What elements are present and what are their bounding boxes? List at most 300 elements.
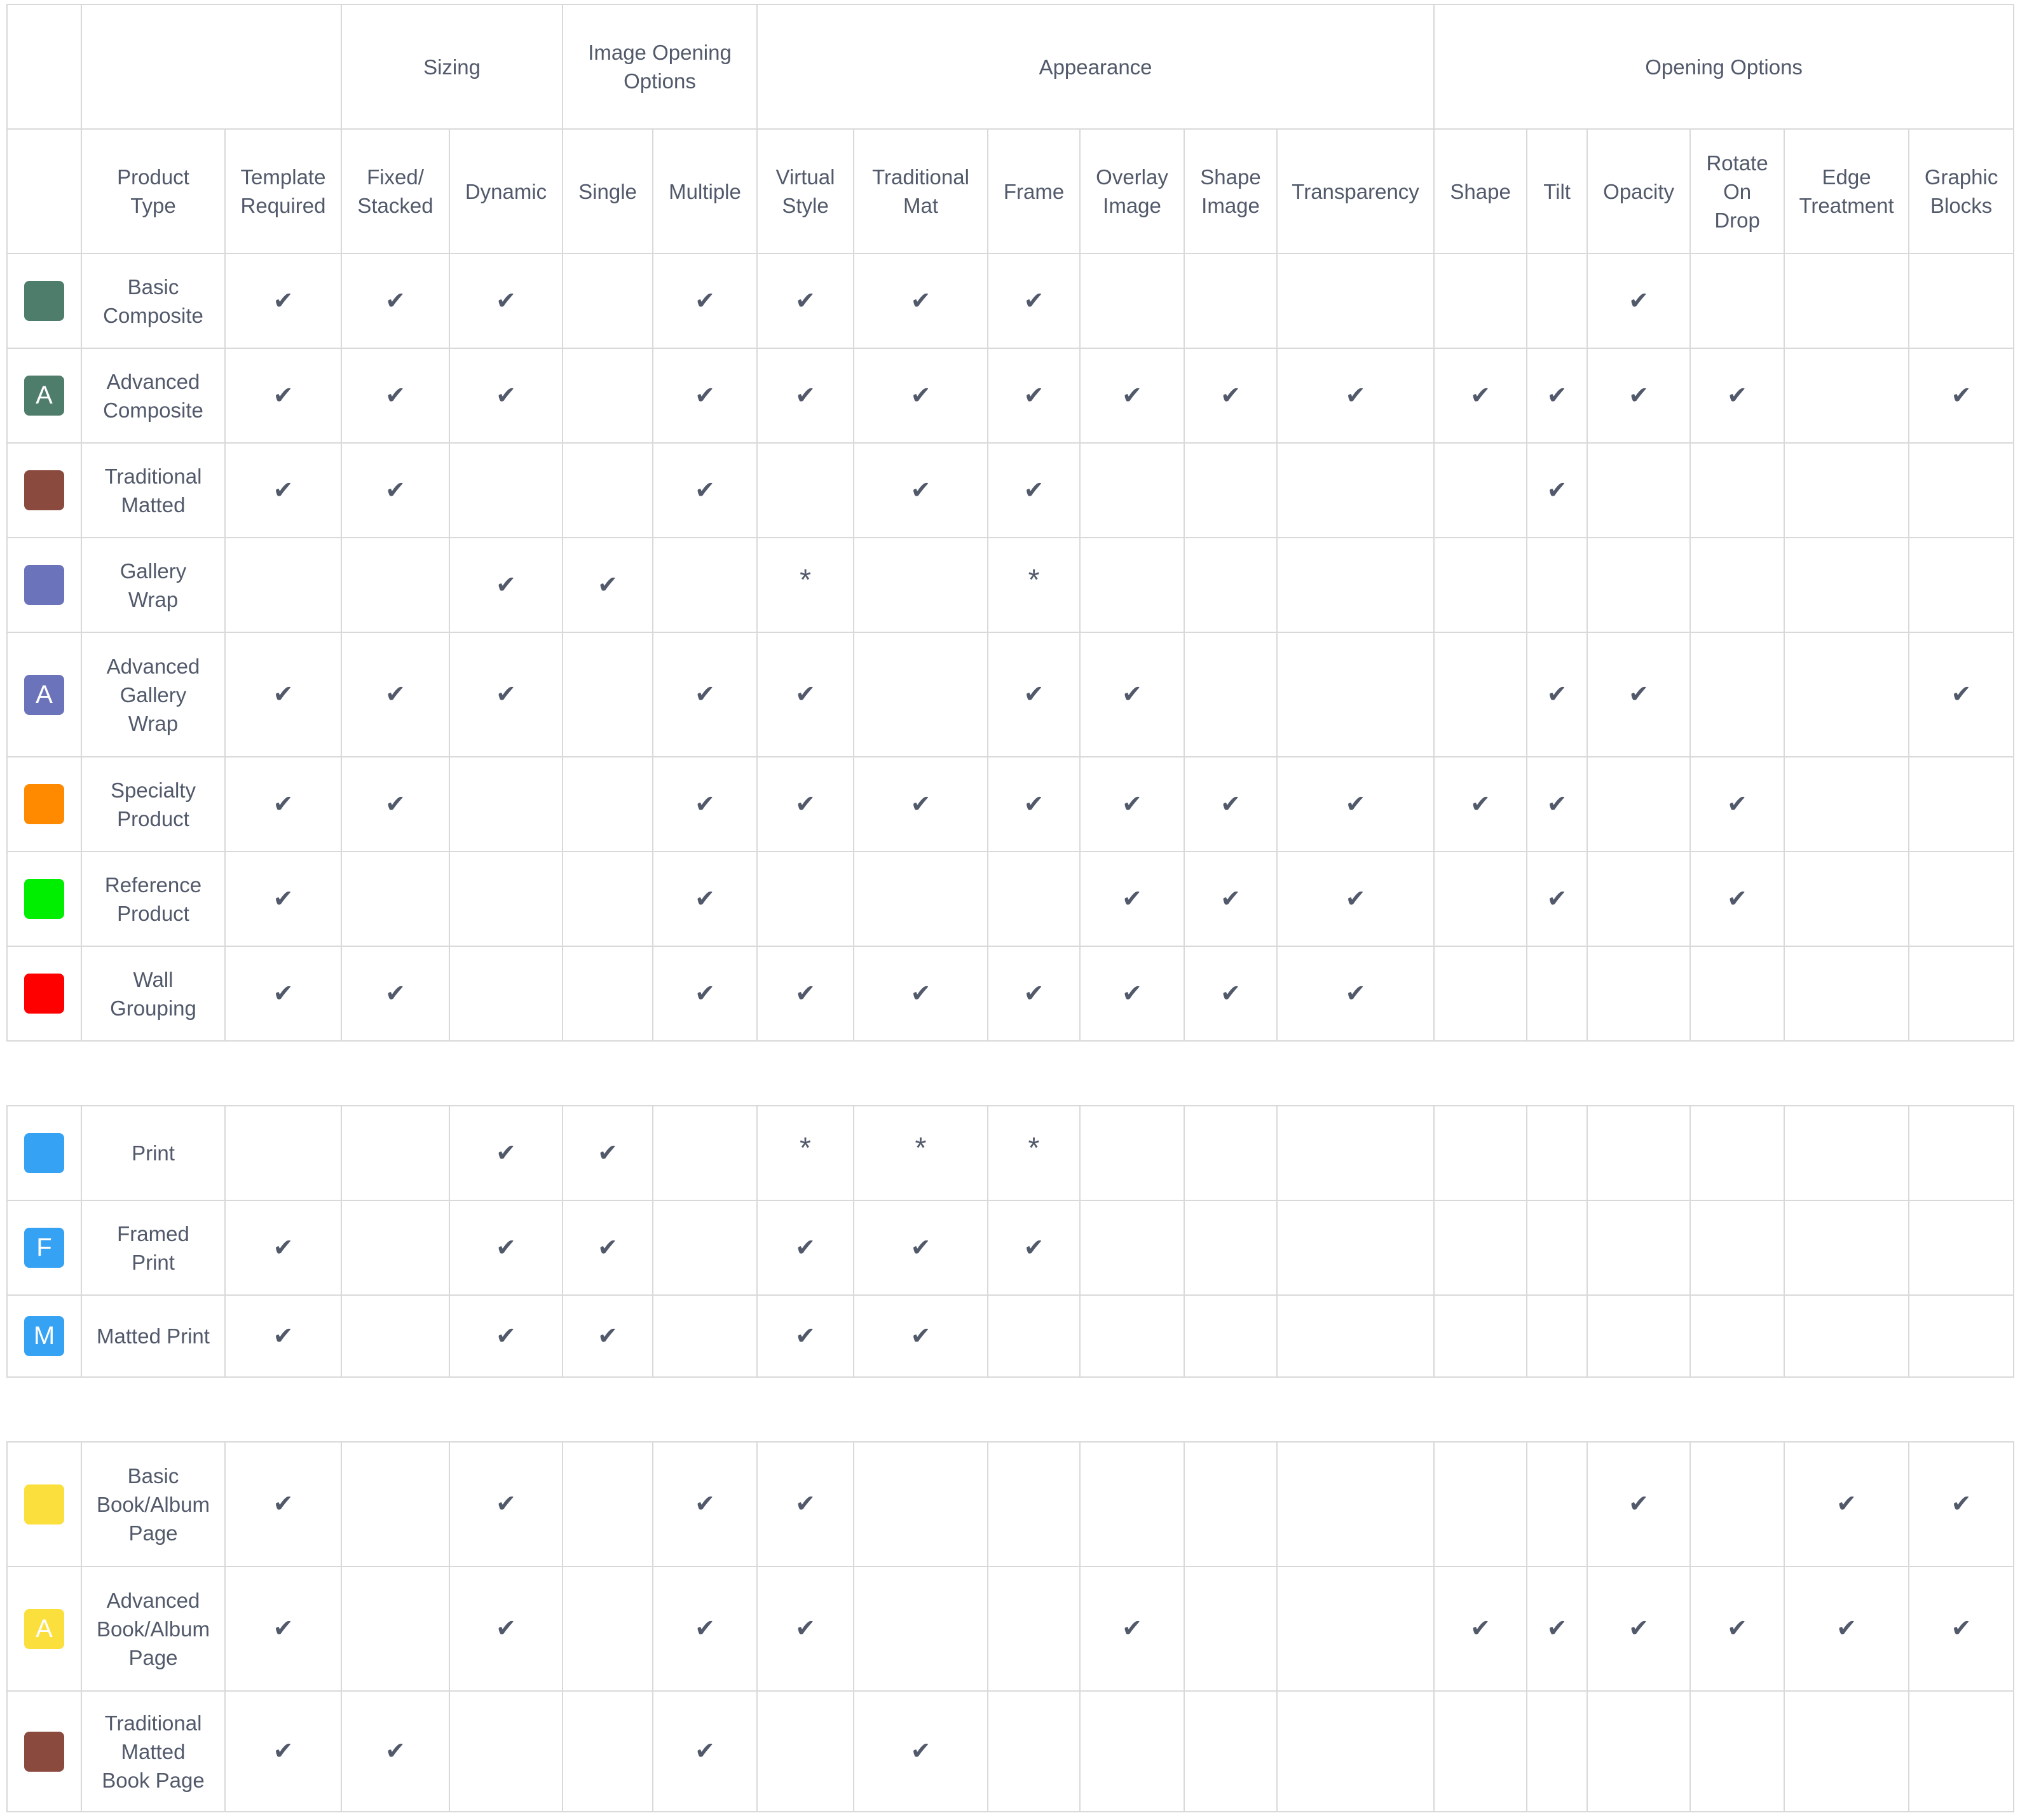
feature-cell [563, 1566, 653, 1691]
checkmark-icon: ✔ [1122, 789, 1142, 818]
checkmark-icon: ✔ [695, 789, 715, 818]
feature-cell [988, 757, 1080, 852]
product-color-icon [24, 1133, 64, 1173]
checkmark-icon: ✔ [1023, 1233, 1044, 1261]
feature-cell [225, 1200, 341, 1295]
checkmark-icon: ✔ [273, 884, 294, 913]
feature-cell [757, 852, 854, 946]
feature-cell [1784, 632, 1909, 757]
checkmark-icon: ✔ [1023, 286, 1044, 315]
checkmark-icon: ✔ [910, 286, 931, 315]
feature-cell [988, 348, 1080, 443]
feature-cell [1080, 1442, 1184, 1566]
feature-cell [1587, 946, 1690, 1041]
feature-cell [1909, 1295, 2014, 1377]
product-row [7, 348, 2014, 443]
asterisk-icon: * [800, 563, 811, 596]
feature-cell [1434, 1566, 1527, 1691]
checkmark-icon: ✔ [1122, 1614, 1142, 1642]
product-feature-table-main [6, 4, 2014, 1042]
feature-cell [1527, 1295, 1587, 1377]
checkmark-icon: ✔ [695, 1737, 715, 1765]
feature-cell [563, 254, 653, 348]
feature-cell [1434, 1691, 1527, 1812]
column-header-tilt: Tilt [1527, 129, 1587, 254]
column-header-edge-treatment: Edge Treatment [1784, 129, 1909, 254]
column-header-shape-image: Shape Image [1184, 129, 1277, 254]
column-header-opacity: Opacity [1587, 129, 1690, 254]
product-feature-table-prints [6, 1105, 2014, 1378]
feature-cell [1909, 1200, 2014, 1295]
feature-cell [1784, 538, 1909, 632]
checkmark-icon: ✔ [1122, 884, 1142, 913]
product-icon-cell [7, 1200, 81, 1295]
column-header-overlay-image: Overlay Image [1080, 129, 1184, 254]
checkmark-icon: ✔ [385, 979, 406, 1007]
feature-cell [341, 632, 449, 757]
feature-cell [225, 632, 341, 757]
group-header-sizing: Sizing [341, 4, 563, 129]
feature-cell [757, 348, 854, 443]
checkmark-icon: ✔ [795, 680, 816, 708]
checkmark-icon: ✔ [1727, 1614, 1747, 1642]
feature-cell [1184, 443, 1277, 538]
feature-cell [449, 1566, 563, 1691]
product-type-label: Matted Print [81, 1295, 225, 1377]
product-icon-cell [7, 946, 81, 1041]
feature-cell [757, 1295, 854, 1377]
product-type-label: Advanced Book/Album Page [81, 1566, 225, 1691]
product-type-label: Advanced Gallery Wrap [81, 632, 225, 757]
product-color-icon [24, 281, 64, 321]
feature-cell [1909, 852, 2014, 946]
checkmark-icon: ✔ [1220, 884, 1241, 913]
checkmark-icon: ✔ [273, 1490, 294, 1518]
checkmark-icon: ✔ [273, 979, 294, 1007]
feature-cell [653, 632, 757, 757]
feature-cell [854, 1442, 988, 1566]
checkmark-icon: ✔ [1628, 1614, 1649, 1642]
feature-cell [1909, 538, 2014, 632]
checkmark-icon: ✔ [496, 570, 516, 599]
checkmark-icon: ✔ [1122, 381, 1142, 409]
feature-cell [854, 1691, 988, 1812]
feature-cell [1434, 1106, 1527, 1200]
feature-cell [988, 852, 1080, 946]
feature-cell [653, 1106, 757, 1200]
checkmark-icon: ✔ [910, 1233, 931, 1261]
feature-cell [1434, 852, 1527, 946]
checkmark-icon: ✔ [496, 1321, 516, 1350]
feature-cell [1587, 348, 1690, 443]
feature-cell [757, 1691, 854, 1812]
feature-cell [449, 852, 563, 946]
checkmark-icon: ✔ [1628, 286, 1649, 315]
checkmark-icon: ✔ [496, 1233, 516, 1261]
feature-cell [1587, 1295, 1690, 1377]
feature-cell [1690, 1442, 1784, 1566]
checkmark-icon: ✔ [385, 381, 406, 409]
feature-cell [1277, 1442, 1434, 1566]
checkmark-icon: ✔ [1023, 475, 1044, 504]
feature-cell [1080, 632, 1184, 757]
feature-cell [341, 1295, 449, 1377]
feature-cell [449, 1442, 563, 1566]
checkmark-icon: ✔ [1546, 381, 1567, 409]
feature-cell [1184, 1200, 1277, 1295]
checkmark-icon: ✔ [795, 1614, 816, 1642]
checkmark-icon: ✔ [1345, 884, 1366, 913]
group-header-image-opening: Image Opening Options [563, 4, 757, 129]
feature-cell [341, 538, 449, 632]
feature-cell [1690, 946, 1784, 1041]
checkmark-icon: ✔ [1345, 979, 1366, 1007]
checkmark-icon: ✔ [795, 286, 816, 315]
feature-cell [1690, 1691, 1784, 1812]
checkmark-icon: ✔ [385, 680, 406, 708]
feature-cell [1080, 1200, 1184, 1295]
feature-cell [757, 1200, 854, 1295]
feature-cell [1690, 254, 1784, 348]
product-row [7, 1566, 2014, 1691]
checkmark-icon: ✔ [597, 570, 618, 599]
feature-cell [1080, 348, 1184, 443]
feature-cell [1277, 1691, 1434, 1812]
column-header-dynamic: Dynamic [449, 129, 563, 254]
product-row [7, 632, 2014, 757]
feature-cell [1184, 1566, 1277, 1691]
feature-cell [988, 254, 1080, 348]
checkmark-icon: ✔ [597, 1233, 618, 1261]
feature-cell [449, 632, 563, 757]
feature-cell [1587, 632, 1690, 757]
feature-cell [1277, 852, 1434, 946]
checkmark-icon: ✔ [1628, 381, 1649, 409]
product-color-icon [24, 1732, 64, 1772]
feature-matrix [6, 4, 2014, 1812]
feature-cell [563, 1295, 653, 1377]
feature-cell [341, 946, 449, 1041]
feature-cell [1784, 1442, 1909, 1566]
product-row [7, 1691, 2014, 1812]
feature-cell [341, 1200, 449, 1295]
checkmark-icon: ✔ [1546, 789, 1567, 818]
feature-cell [1080, 852, 1184, 946]
feature-cell [1690, 632, 1784, 757]
group-header-opening-options: Opening Options [1434, 4, 2014, 129]
feature-cell [225, 757, 341, 852]
feature-cell [225, 1106, 341, 1200]
checkmark-icon: ✔ [385, 789, 406, 818]
feature-cell [653, 1442, 757, 1566]
product-type-label: Print [81, 1106, 225, 1200]
column-header-virtual-style: Virtual Style [757, 129, 854, 254]
product-icon-cell [7, 757, 81, 852]
feature-cell [988, 1442, 1080, 1566]
feature-cell [563, 538, 653, 632]
feature-cell [449, 348, 563, 443]
product-icon-cell [7, 1295, 81, 1377]
feature-cell [988, 632, 1080, 757]
feature-cell [854, 632, 988, 757]
feature-cell [1434, 1200, 1527, 1295]
feature-cell [653, 348, 757, 443]
feature-cell [653, 538, 757, 632]
checkmark-icon: ✔ [1546, 680, 1567, 708]
asterisk-icon: * [1028, 1131, 1040, 1164]
group-header-appearance: Appearance [757, 4, 1434, 129]
product-type-label: Framed Print [81, 1200, 225, 1295]
product-icon-cell [7, 443, 81, 538]
checkmark-icon: ✔ [273, 1321, 294, 1350]
feature-cell [1277, 443, 1434, 538]
checkmark-icon: ✔ [1546, 884, 1567, 913]
checkmark-icon: ✔ [1345, 789, 1366, 818]
checkmark-icon: ✔ [273, 1737, 294, 1765]
feature-cell [341, 1691, 449, 1812]
checkmark-icon: ✔ [695, 884, 715, 913]
feature-cell [1434, 946, 1527, 1041]
checkmark-icon: ✔ [1836, 1490, 1857, 1518]
product-type-label: Advanced Composite [81, 348, 225, 443]
feature-cell [988, 538, 1080, 632]
feature-cell [1080, 946, 1184, 1041]
feature-cell [854, 443, 988, 538]
feature-cell [1690, 538, 1784, 632]
feature-cell [225, 1295, 341, 1377]
checkmark-icon: ✔ [1023, 789, 1044, 818]
product-row [7, 254, 2014, 348]
feature-cell [1080, 1691, 1184, 1812]
checkmark-icon: ✔ [273, 680, 294, 708]
checkmark-icon: ✔ [1220, 381, 1241, 409]
feature-cell [1277, 1295, 1434, 1377]
checkmark-icon: ✔ [695, 979, 715, 1007]
feature-cell [988, 1295, 1080, 1377]
feature-cell [1909, 946, 2014, 1041]
checkmark-icon: ✔ [1951, 381, 1972, 409]
feature-cell [1277, 1200, 1434, 1295]
feature-cell [653, 443, 757, 538]
feature-cell [1277, 946, 1434, 1041]
product-color-icon: F [24, 1228, 64, 1268]
feature-cell [1184, 1442, 1277, 1566]
feature-cell [1527, 538, 1587, 632]
feature-cell [653, 852, 757, 946]
feature-cell [1690, 852, 1784, 946]
feature-cell [1434, 348, 1527, 443]
feature-cell [1587, 852, 1690, 946]
asterisk-icon: * [800, 1131, 811, 1164]
feature-cell [1784, 348, 1909, 443]
feature-cell [1184, 757, 1277, 852]
column-header-multiple: Multiple [653, 129, 757, 254]
product-color-icon: M [24, 1316, 64, 1356]
feature-cell [1587, 1106, 1690, 1200]
checkmark-icon: ✔ [1220, 789, 1241, 818]
feature-cell [1434, 443, 1527, 538]
feature-cell [1184, 946, 1277, 1041]
checkmark-icon: ✔ [1836, 1614, 1857, 1642]
feature-cell [1527, 1106, 1587, 1200]
feature-cell [449, 1106, 563, 1200]
feature-cell [1080, 254, 1184, 348]
product-icon-cell [7, 1442, 81, 1566]
feature-cell [1909, 757, 2014, 852]
feature-cell [1184, 1106, 1277, 1200]
column-header-row [7, 129, 2014, 254]
checkmark-icon: ✔ [597, 1321, 618, 1350]
product-icon-cell [7, 852, 81, 946]
icon-column-header [7, 129, 81, 254]
checkmark-icon: ✔ [695, 1490, 715, 1518]
feature-cell [1184, 348, 1277, 443]
feature-cell [1909, 1442, 2014, 1566]
feature-cell [1527, 852, 1587, 946]
checkmark-icon: ✔ [496, 1490, 516, 1518]
feature-cell [563, 443, 653, 538]
feature-cell [854, 538, 988, 632]
product-type-label: Gallery Wrap [81, 538, 225, 632]
feature-cell [449, 538, 563, 632]
product-icon-cell [7, 254, 81, 348]
column-header-single: Single [563, 129, 653, 254]
product-type-label: Wall Grouping [81, 946, 225, 1041]
checkmark-icon: ✔ [795, 1321, 816, 1350]
feature-cell [1527, 632, 1587, 757]
feature-cell [757, 1442, 854, 1566]
feature-cell [1527, 348, 1587, 443]
feature-cell [1690, 1566, 1784, 1691]
checkmark-icon: ✔ [695, 286, 715, 315]
product-icon-cell [7, 538, 81, 632]
product-row [7, 1442, 2014, 1566]
feature-cell [1527, 946, 1587, 1041]
product-icon-cell [7, 1106, 81, 1200]
feature-cell [341, 1566, 449, 1691]
checkmark-icon: ✔ [910, 789, 931, 818]
feature-cell [757, 538, 854, 632]
checkmark-icon: ✔ [1470, 789, 1491, 818]
feature-cell [1909, 348, 2014, 443]
checkmark-icon: ✔ [385, 475, 406, 504]
column-header-shape: Shape [1434, 129, 1527, 254]
feature-cell [1527, 757, 1587, 852]
feature-cell [449, 254, 563, 348]
checkmark-icon: ✔ [1727, 884, 1748, 913]
feature-cell [563, 1691, 653, 1812]
feature-cell [1784, 1691, 1909, 1812]
feature-cell [854, 254, 988, 348]
feature-cell [1434, 1295, 1527, 1377]
checkmark-icon: ✔ [273, 1233, 294, 1261]
feature-cell [1587, 1200, 1690, 1295]
feature-cell [1587, 254, 1690, 348]
feature-cell [1587, 1566, 1690, 1691]
feature-cell [1784, 254, 1909, 348]
checkmark-icon: ✔ [1023, 680, 1044, 708]
feature-cell [653, 1566, 757, 1691]
checkmark-icon: ✔ [695, 475, 715, 504]
feature-cell [854, 946, 988, 1041]
feature-cell [449, 443, 563, 538]
checkmark-icon: ✔ [1727, 789, 1748, 818]
feature-cell [225, 946, 341, 1041]
checkmark-icon: ✔ [1023, 979, 1044, 1007]
checkmark-icon: ✔ [1122, 680, 1142, 708]
feature-cell [757, 632, 854, 757]
checkmark-icon: ✔ [1951, 680, 1972, 708]
product-row [7, 1295, 2014, 1377]
product-color-icon: A [24, 1609, 64, 1649]
feature-cell [1184, 538, 1277, 632]
checkmark-icon: ✔ [1220, 979, 1241, 1007]
feature-cell [988, 1200, 1080, 1295]
product-color-icon [24, 784, 64, 824]
product-row [7, 757, 2014, 852]
product-color-icon: A [24, 675, 64, 715]
feature-cell [1434, 757, 1527, 852]
feature-cell [225, 254, 341, 348]
feature-cell [854, 757, 988, 852]
checkmark-icon: ✔ [795, 789, 816, 818]
feature-cell [1909, 443, 2014, 538]
feature-cell [563, 1106, 653, 1200]
checkmark-icon: ✔ [1951, 1490, 1972, 1518]
product-row [7, 852, 2014, 946]
checkmark-icon: ✔ [385, 286, 406, 315]
checkmark-icon: ✔ [910, 475, 931, 504]
feature-cell [563, 1442, 653, 1566]
feature-cell [225, 538, 341, 632]
product-color-icon: A [24, 376, 64, 416]
feature-cell [1587, 443, 1690, 538]
checkmark-icon: ✔ [695, 381, 715, 409]
feature-cell [1690, 443, 1784, 538]
feature-cell [1909, 632, 2014, 757]
feature-cell [1527, 1442, 1587, 1566]
checkmark-icon: ✔ [496, 286, 516, 315]
feature-cell [1909, 1106, 2014, 1200]
feature-cell [1690, 757, 1784, 852]
feature-cell [1784, 852, 1909, 946]
feature-cell [854, 1295, 988, 1377]
feature-cell [563, 348, 653, 443]
product-color-icon [24, 879, 64, 919]
checkmark-icon: ✔ [910, 381, 931, 409]
feature-cell [1434, 632, 1527, 757]
product-type-label: Traditional Matted Book Page [81, 1691, 225, 1812]
feature-cell [1527, 1691, 1587, 1812]
feature-cell [1527, 1566, 1587, 1691]
feature-cell [1184, 1295, 1277, 1377]
feature-cell [1277, 538, 1434, 632]
feature-cell [653, 1295, 757, 1377]
feature-cell [449, 1691, 563, 1812]
column-header-template-required: Template Required [225, 129, 341, 254]
feature-cell [1080, 1295, 1184, 1377]
feature-cell [449, 1200, 563, 1295]
feature-cell [757, 1566, 854, 1691]
feature-cell [653, 254, 757, 348]
checkmark-icon: ✔ [273, 381, 294, 409]
feature-cell [1784, 1200, 1909, 1295]
column-header-product-type: Product Type [81, 129, 225, 254]
feature-cell [1784, 1566, 1909, 1691]
feature-cell [1277, 1106, 1434, 1200]
group-header-row [7, 4, 2014, 129]
feature-cell [563, 632, 653, 757]
